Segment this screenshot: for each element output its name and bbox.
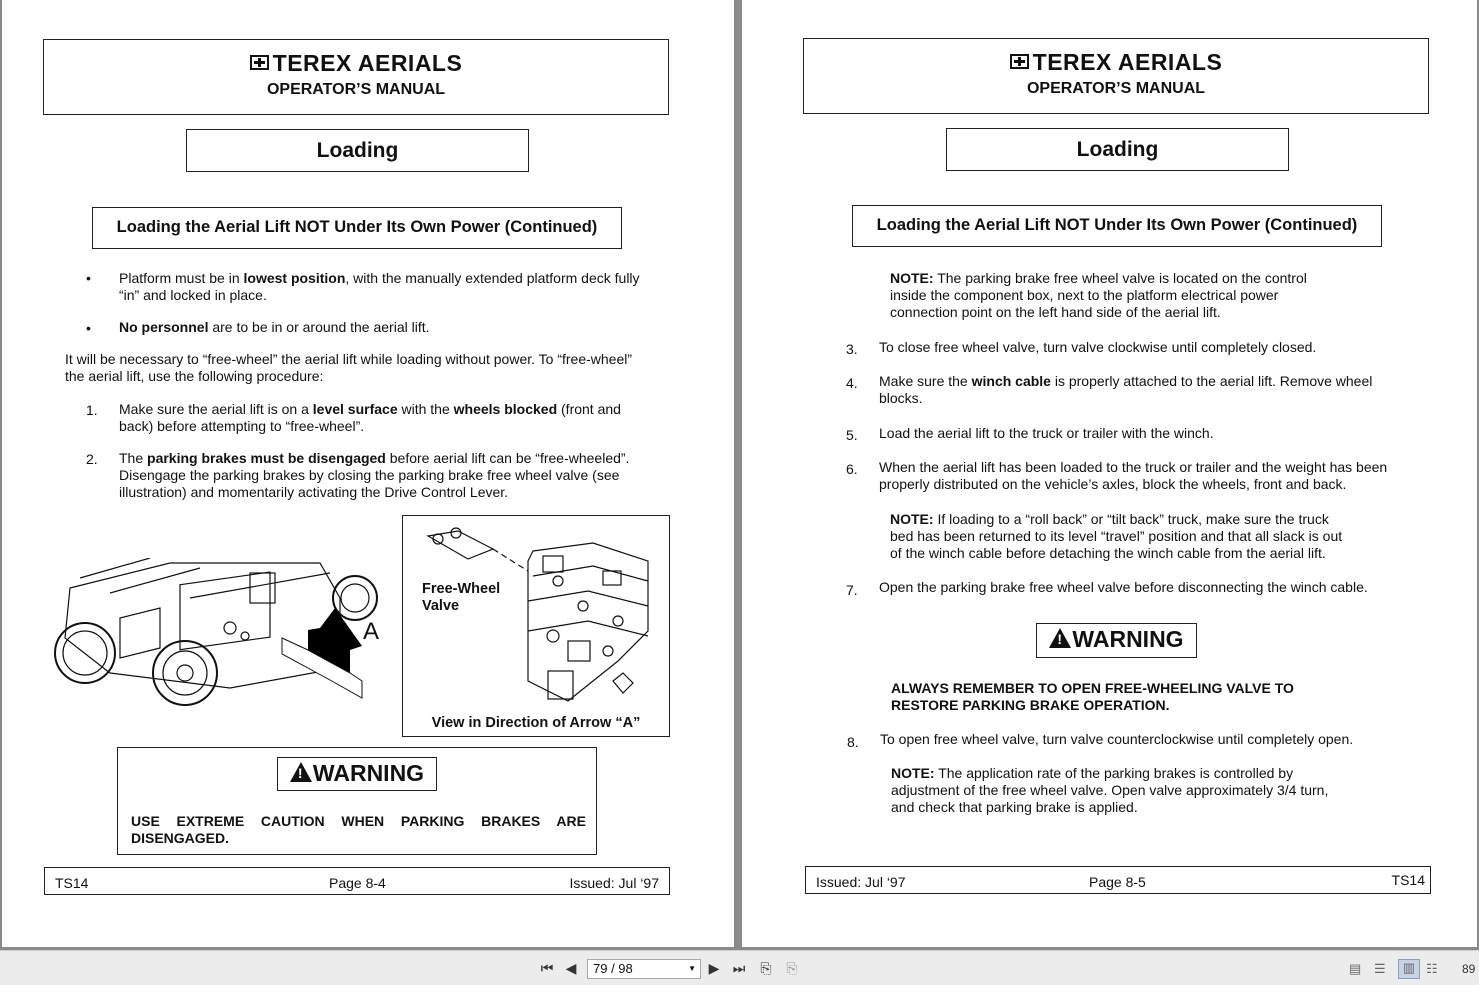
page-footer <box>805 866 1431 894</box>
step-8-text: To open free wheel valve, turn valve counterclockwise until completely open. <box>880 731 1354 747</box>
footer-issued: Issued: Jul ‘97 <box>816 874 906 890</box>
section-title: Loading <box>316 139 399 162</box>
warning-text: USE EXTREME CAUTION WHEN PARKING BRAKES ARE DISENGAGED. <box>131 813 586 846</box>
previous-page-button[interactable]: ◀ <box>565 960 577 976</box>
document-page-left <box>2 0 734 947</box>
two-page-continuous-view-icon[interactable]: ☷ <box>1426 961 1438 976</box>
arrow-a <box>282 608 362 698</box>
figure-label-a: A <box>363 618 380 645</box>
step-4-text: Make sure the winch cable is properly attached to the aerial lift. Remove wheel blocks. <box>879 373 1373 406</box>
subsection-title-box <box>852 205 1382 247</box>
terex-logo-icon <box>250 55 269 70</box>
manual-title: OPERATOR’S MANUAL <box>1026 80 1206 97</box>
page-number-select[interactable]: 79 / 98 ▼ <box>587 959 701 979</box>
subsection-title: Loading the Aerial Lift NOT Under Its Own Power (Continued) <box>876 216 1358 234</box>
zoom-level[interactable]: 89 <box>1462 962 1476 976</box>
brand-title: TEREX AERIALS <box>44 50 668 77</box>
subsection-title-box <box>92 207 622 249</box>
next-page-button[interactable]: ▶ <box>708 960 720 976</box>
header-box <box>803 38 1429 114</box>
step-number: 7. <box>846 582 858 598</box>
step-3-text: To close free wheel valve, turn valve clockwise until completely closed. <box>879 339 1317 355</box>
bullet-icon: • <box>86 270 91 286</box>
step-number: 1. <box>86 402 98 418</box>
subsection-title: Loading the Aerial Lift NOT Under Its Own Power (Continued) <box>116 218 598 236</box>
section-title-box <box>186 129 529 172</box>
step-number: 2. <box>86 451 98 467</box>
section-title-box <box>946 128 1289 171</box>
step-number: 5. <box>846 427 858 443</box>
free-wheel-valve-label: Free-Wheel Valve <box>422 581 501 614</box>
step-number: 8. <box>847 734 859 750</box>
warning-triangle-icon <box>290 762 312 782</box>
previous-view-icon[interactable]: ⎘ <box>760 960 772 976</box>
terex-logo-icon <box>1010 54 1029 69</box>
footer-doc-id: TS14 <box>1391 872 1425 888</box>
footer-doc-id: TS14 <box>55 875 89 891</box>
footer-issued: Issued: Jul ‘97 <box>569 875 659 891</box>
step-1-text: Make sure the aerial lift is on a level surface with the wheels blocked (front and back) before attempting to “free-wheel”. <box>119 401 621 434</box>
note-2: NOTE: If loading to a “roll back” or “tilt back” truck, make sure the truck bed has been returned to its level “travel” position and that all slack is out of the winch cable before detaching the winch cable from the aerial lift. <box>890 511 1343 561</box>
valve-view-box <box>402 515 670 737</box>
bullet-icon: • <box>86 320 91 336</box>
intro-paragraph: It will be necessary to “free-wheel” the aerial lift while loading without power. To “free-wheel” the aerial lift, use the following procedure: <box>65 351 633 384</box>
header-box <box>43 39 669 115</box>
aerial-lift-illustration <box>50 558 380 713</box>
viewer-toolbar <box>0 950 1479 985</box>
note-3: NOTE: The application rate of the parking brakes is controlled by adjustment of the free wheel valve. Open valve approximately 3/4 turn, and check that parking brake is applied. <box>891 765 1329 815</box>
next-view-icon[interactable]: ⎘ <box>786 960 798 976</box>
page-footer <box>44 867 670 895</box>
footer-page-number: Page 8-4 <box>329 875 386 891</box>
bullet-text-1: Platform must be in lowest position, with the manually extended platform deck fully “in” and locked in place. <box>119 270 640 303</box>
step-6-text: When the aerial lift has been loaded to the truck or trailer and the weight has been properly distributed on the vehicle’s axles, block the wheels, front and back. <box>879 459 1388 492</box>
step-5-text: Load the aerial lift to the truck or trailer with the winch. <box>879 425 1214 441</box>
footer-page-number: Page 8-5 <box>1089 874 1146 890</box>
step-number: 3. <box>846 341 858 357</box>
warning-badge: !WARNING <box>277 757 437 791</box>
two-page-view-icon[interactable]: ▥ <box>1398 959 1420 979</box>
section-title: Loading <box>1076 138 1159 161</box>
warning-triangle-icon <box>1049 628 1071 648</box>
warning-text: ALWAYS REMEMBER TO OPEN FREE-WHEELING VALVE TO RESTORE PARKING BRAKE OPERATION. <box>891 680 1294 713</box>
first-page-button[interactable]: ⏮ <box>540 960 554 976</box>
warning-box <box>117 747 597 855</box>
chevron-down-icon: ▼ <box>688 964 696 973</box>
brand-title: TEREX AERIALS <box>804 49 1428 76</box>
bullet-text-2: No personnel are to be in or around the aerial lift. <box>119 319 430 335</box>
manual-title: OPERATOR’S MANUAL <box>266 81 446 98</box>
document-page-right <box>742 0 1477 947</box>
single-page-view-icon[interactable]: ▤ <box>1349 961 1362 976</box>
warning-badge: !WARNING <box>1036 623 1197 658</box>
step-7-text: Open the parking brake free wheel valve before disconnecting the winch cable. <box>879 579 1368 595</box>
step-2-text: The parking brakes must be disengaged before aerial lift can be “free-wheeled”. Disengage the parking brakes by closing the parking brake free wheel valve (see illustration) and momentarily activating the Drive Control Lever. <box>119 450 630 500</box>
step-number: 4. <box>846 375 858 391</box>
figure-caption: View in Direction of Arrow “A” <box>431 715 641 731</box>
continuous-view-icon[interactable]: ☰ <box>1374 961 1386 976</box>
note-1: NOTE: The parking brake free wheel valve is located on the control inside the component box, next to the platform electrical power connection point on the left hand side of the aerial lift. <box>890 270 1307 320</box>
last-page-button[interactable]: ⏭ <box>732 960 746 976</box>
step-number: 6. <box>846 461 858 477</box>
